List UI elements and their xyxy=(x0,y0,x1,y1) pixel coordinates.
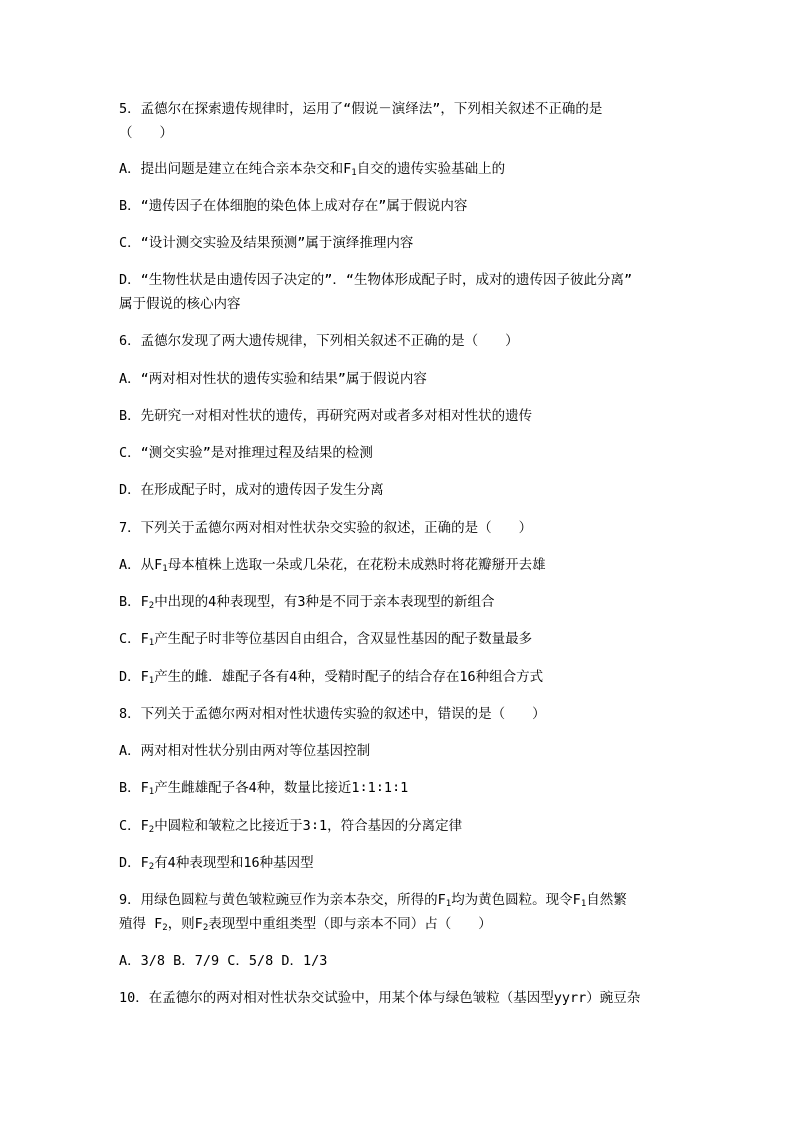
question-5-option-c: C．“设计测交实验及结果预测”属于演绎推理内容 xyxy=(119,235,414,251)
question-8-option-b: B．$F_1$产生雌雄配子各4种，数量比接近1∶1∶1∶1 xyxy=(119,780,409,797)
question-6-option-c: C．“测交实验”是对推理过程及结果的检测 xyxy=(119,445,373,461)
question-6-stem: 6．孟德尔发现了两大遗传规律，下列相关叙述不正确的是（ ） xyxy=(119,333,519,349)
question-5-option-a: A．提出问题是建立在纯合亲本杂交和$F_1$自交的遗传实验基础上的 xyxy=(119,161,506,178)
question-10-stem: 10．在孟德尔的两对相对性状杂交试验中，用某个体与绿色皱粒（基因型yyrr）豌豆杂 xyxy=(119,990,641,1006)
question-6-option-a: A．“两对相对性状的遗传实验和结果”属于假说内容 xyxy=(119,371,427,387)
question-6-option-d: D．在形成配子时，成对的遗传因子发生分离 xyxy=(119,482,384,498)
question-7-stem: 7．下列关于孟德尔两对相对性状杂交实验的叙述，正确的是（ ） xyxy=(119,520,533,536)
question-7-option-b: B．$F_2$中出现的4种表现型，有3种是不同于亲本表现型的新组合 xyxy=(119,594,495,611)
question-9-options: A．3/8 B．7/9 C．5/8 D．1/3 xyxy=(119,953,328,969)
question-8-option-c: C．$F_2$中圆粒和皱粒之比接近于3∶1，符合基因的分离定律 xyxy=(119,818,463,835)
question-6-option-b: B．先研究一对相对性状的遗传，再研究两对或者多对相对性状的遗传 xyxy=(119,408,533,424)
question-7-option-a: A．从$F_1$母本植株上选取一朵或几朵花，在花粉未成熟时将花瓣掰开去雄 xyxy=(119,557,546,574)
question-9-stem: 9．用绿色圆粒与黄色皱粒豌豆作为亲本杂交，所得的$F_1$均为黄色圆粒。现令$F_1$自然繁 xyxy=(119,892,627,909)
question-8-option-d: D．$F_2$有4种表现型和16种基因型 xyxy=(119,855,314,872)
question-7-option-c: C．$F_1$产生配子时非等位基因自由组合，含双显性基因的配子数量最多 xyxy=(119,631,533,648)
question-5-stem-cont: （ ） xyxy=(119,125,173,141)
question-8-stem: 8．下列关于孟德尔两对相对性状遗传实验的叙述中，错误的是（ ） xyxy=(119,706,546,722)
question-5-option-d: D．“生物性状是由遗传因子决定的”．“生物体形成配子时，成对的遗传因子彼此分离” xyxy=(119,272,633,288)
question-8-option-a: A．两对相对性状分别由两对等位基因控制 xyxy=(119,743,371,759)
question-5-option-b: B．“遗传因子在体细胞的染色体上成对存在”属于假说内容 xyxy=(119,198,468,214)
question-7-option-d: D．$F_1$产生的雌．雄配子各有4种，受精时配子的结合存在16种组合方式 xyxy=(119,669,544,686)
question-5-option-d-cont: 属于假说的核心内容 xyxy=(119,296,241,312)
question-5-stem: 5．孟德尔在探索遗传规律时，运用了“假说－演绎法”，下列相关叙述不正确的是 xyxy=(119,101,603,117)
question-9-stem-cont: 殖得 $F_2$，则$F_2$表现型中重组类型（即与亲本不同）占（ ） xyxy=(119,916,492,933)
